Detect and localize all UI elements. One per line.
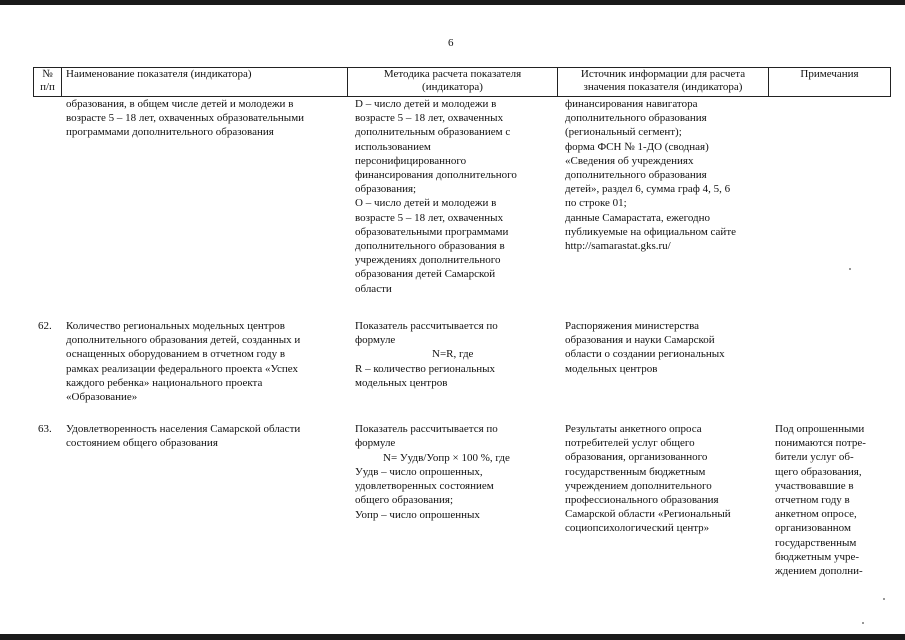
header-calculation-method: Методика расчета показателя (индикатора): [383, 68, 522, 93]
scan-speck: [849, 268, 851, 270]
header-information-source: Источник информации для расчета значения показателя (индикатора): [580, 68, 746, 93]
row-number: 63.: [38, 423, 52, 435]
scan-top-border: [0, 0, 905, 5]
information-source: Результаты анкетного опроса потребителей услуг общего образования, организованного государственным бюджетным учреждением дополнительного профессионального образования Самарской области «Региональный социопсихологический центр»: [565, 423, 731, 535]
header-number: № п/п: [40, 68, 55, 93]
header-indicator-name: Наименование показателя (индикатора): [66, 68, 252, 80]
method-description: Уудв – число опрошенных, удовлетворенных состоянием общего образования; Уопр – число опрошенных: [355, 466, 494, 521]
calculation-method: D – число детей и молодежи в возрасте 5 – 18 лет, охваченных дополнительным образованием с использованием персонифицированного финансирования дополнительного образования; O – число детей и молодежи в возрасте 5 – 18 лет, охваченных образовательными программами дополнительного образования в учреждениях дополнительного образования детей Самарской области: [355, 98, 517, 295]
method-intro: Показатель рассчитывается по формуле: [355, 320, 498, 347]
scan-bottom-border: [0, 634, 905, 640]
header-notes: Примечания: [800, 68, 859, 80]
table-border-right: [890, 67, 891, 96]
column-divider: [61, 67, 62, 96]
page-number: 6: [448, 37, 454, 49]
scan-speck: [883, 598, 885, 600]
indicator-name: Количество региональных модельных центров дополнительного образования детей, созданных и оснащенных оборудованием в отчетном году в рамках реализации федерального проекта «Успех каждого ребенка» национального проекта «Образование»: [66, 320, 301, 404]
row-number: 62.: [38, 320, 52, 332]
indicator-name: Удовлетворенность населения Самарской области состоянием общего образования: [66, 423, 301, 450]
scan-speck: [862, 622, 864, 624]
indicator-name: образования, в общем числе детей и молодежи в возрасте 5 – 18 лет, охваченных образовательными программами дополнительного образования: [66, 98, 305, 139]
method-formula: N=R, где: [432, 348, 474, 360]
method-intro: Показатель рассчитывается по формуле: [355, 423, 498, 450]
notes: Под опрошенными понимаются потре- бители услуг об- щего образования, участвовавшие в отчетном году в анкетном опросе, организованном государственным бюджетным учре- ждением дополни-: [775, 423, 866, 578]
information-source: Распоряжения министерства образования и науки Самарской области о создании региональных модельных центров: [565, 320, 725, 375]
method-formula: N= Уудв/Уопр × 100 %, где: [383, 452, 510, 464]
method-description: R – количество региональных модельных центров: [355, 363, 496, 390]
information-source: финансирования навигатора дополнительного образования (региональный сегмент); форма ФСН № 1-ДО (сводная) «Сведения об учреждениях дополнительного образования детей», раздел 6, сумма граф 4, 5, 6 по строке 01; данные Самарастата, ежегодно публикуемые на официальном сайте http://samarastat.gks.ru/: [565, 98, 737, 253]
